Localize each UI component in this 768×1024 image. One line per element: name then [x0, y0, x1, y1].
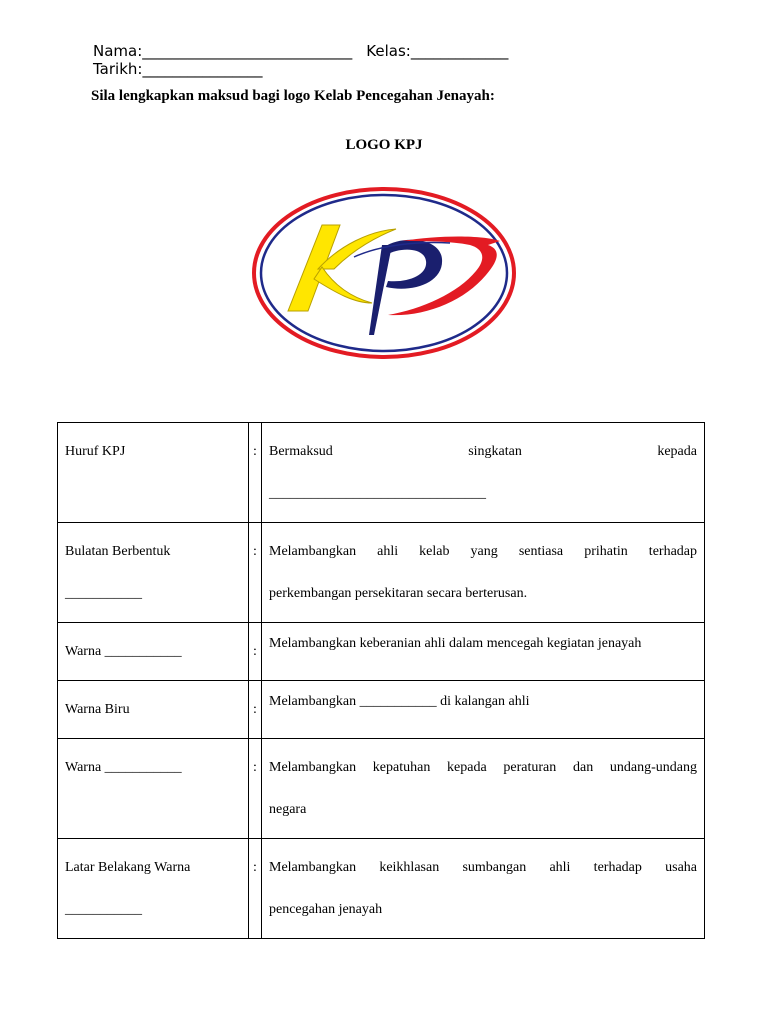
- answer-blank[interactable]: ___________: [65, 902, 142, 917]
- row-label: Huruf KPJ: [58, 423, 249, 523]
- row-description: Melambangkan keikhlasan sumbangan ahli terhadap usaha pencegahan jenayah: [262, 839, 705, 939]
- row-description: Melambangkan ahli kelab yang sentiasa prihatin terhadap perkembangan persekitaran secara berterusan.: [262, 523, 705, 623]
- kelas-field[interactable]: _____________: [410, 42, 509, 60]
- tarikh-field[interactable]: ________________: [142, 60, 263, 78]
- row-label[interactable]: Warna ___________: [58, 623, 249, 681]
- logo-letter-p-stem: [369, 245, 392, 335]
- logo-letter-k-leg: [314, 267, 372, 303]
- row-label: Bulatan Berbentuk ___________: [58, 523, 249, 623]
- row-colon: :: [249, 839, 262, 939]
- table-row: [58, 739, 705, 839]
- kpj-logo: [250, 185, 518, 361]
- logo-letter-p-bowl: [384, 240, 442, 289]
- logo-title: LOGO KPJ: [345, 137, 423, 153]
- table-row: [58, 623, 705, 681]
- row-label[interactable]: Warna ___________: [58, 739, 249, 839]
- row-colon: :: [249, 681, 262, 739]
- table-row: [58, 839, 705, 939]
- row-colon: :: [249, 739, 262, 839]
- table-row: [58, 423, 705, 523]
- instruction-text: Sila lengkapkan maksud bagi logo Kelab Pencegahan Jenayah:: [91, 88, 495, 104]
- answer-blank[interactable]: ___________: [65, 586, 142, 601]
- row-description: Bermaksud singkatan kepada _______________________________: [262, 423, 705, 523]
- nama-field[interactable]: ____________________________: [142, 42, 353, 60]
- row-label: Latar Belakang Warna ___________: [58, 839, 249, 939]
- tarikh-label: Tarikh:: [93, 60, 143, 78]
- table-row: [58, 523, 705, 623]
- row-description[interactable]: Melambangkan ___________ di kalangan ahli: [262, 681, 705, 739]
- row-description: Melambangkan kepatuhan kepada peraturan dan undang-undang negara: [262, 739, 705, 839]
- nama-label: Nama:: [93, 42, 143, 60]
- row-label: Warna Biru: [58, 681, 249, 739]
- row-description: Melambangkan keberanian ahli dalam mencegah kegiatan jenayah: [262, 623, 705, 681]
- table-row: [58, 681, 705, 739]
- logo-meaning-table: [57, 422, 705, 939]
- kelas-label: Kelas:: [366, 42, 411, 60]
- row-colon: :: [249, 423, 262, 523]
- row-colon: :: [249, 623, 262, 681]
- answer-blank[interactable]: _______________________________: [269, 486, 486, 501]
- student-info-header: [93, 42, 508, 78]
- row-colon: :: [249, 523, 262, 623]
